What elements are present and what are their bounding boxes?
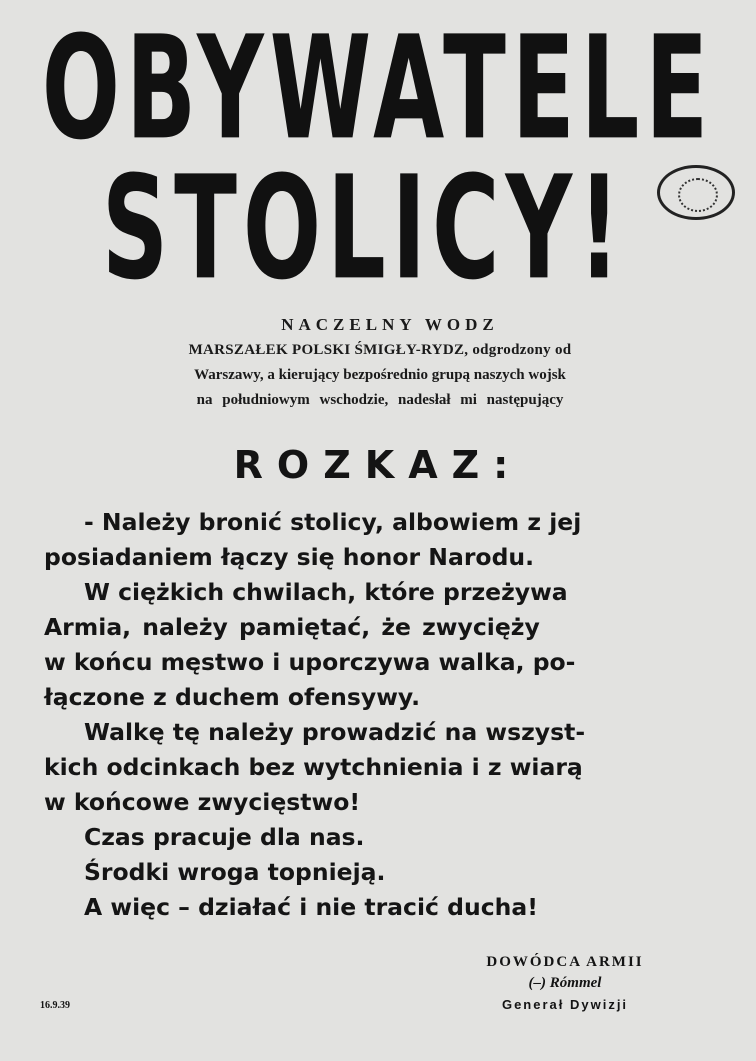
order-line: posiadaniem łączy się honor Narodu. <box>44 543 535 571</box>
order-line: kich odcinkach bez wytchnienia i z wiarą <box>44 753 583 781</box>
order-line: w końcowe zwycięstwo! <box>44 788 361 816</box>
poster-date: 16.9.39 <box>40 1000 70 1011</box>
poster-title-line1: OBYWATELE <box>41 5 715 172</box>
order-line: Armia, należy pamiętać, że zwycięży <box>44 613 540 641</box>
order-line: W ciężkich chwilach, które przeżywa <box>84 578 568 606</box>
stamp-seal-inner <box>678 178 718 212</box>
order-line: łączone z duchem ofensywy. <box>44 683 420 711</box>
stamp-seal <box>657 165 735 220</box>
order-line: - Należy bronić stolicy, albowiem z jej <box>84 508 582 536</box>
signature-name: (–) Rómmel <box>528 975 602 991</box>
order-line: Walkę tę należy prowadzić na wszyst- <box>84 718 586 746</box>
signature-rank: Generał Dywizji <box>501 997 629 1012</box>
order-line: Środki wroga topnieją. <box>84 858 386 886</box>
order-line: Czas pracuje dla nas. <box>84 823 365 851</box>
intro-line2: MARSZAŁEK POLSKI ŚMIGŁY-RYDZ, odgrodzony od <box>188 342 572 358</box>
intro-line4: na południowym wschodzie, nadesłał mi następujący <box>196 392 564 408</box>
order-line: w końcu męstwo i uporczywa walka, po- <box>44 648 576 676</box>
intro-line3: Warszawy, a kierujący bezpośrednio grupą naszych wojsk <box>194 367 566 383</box>
signature-title: DOWÓDCA ARMII <box>486 954 644 970</box>
order-heading: ROZKAZ: <box>233 443 523 487</box>
order-line: A więc – działać i nie tracić ducha! <box>84 893 538 921</box>
poster-title-line2: STOLICY! <box>101 145 627 312</box>
intro-line1: NACZELNY WODZ <box>281 315 499 334</box>
